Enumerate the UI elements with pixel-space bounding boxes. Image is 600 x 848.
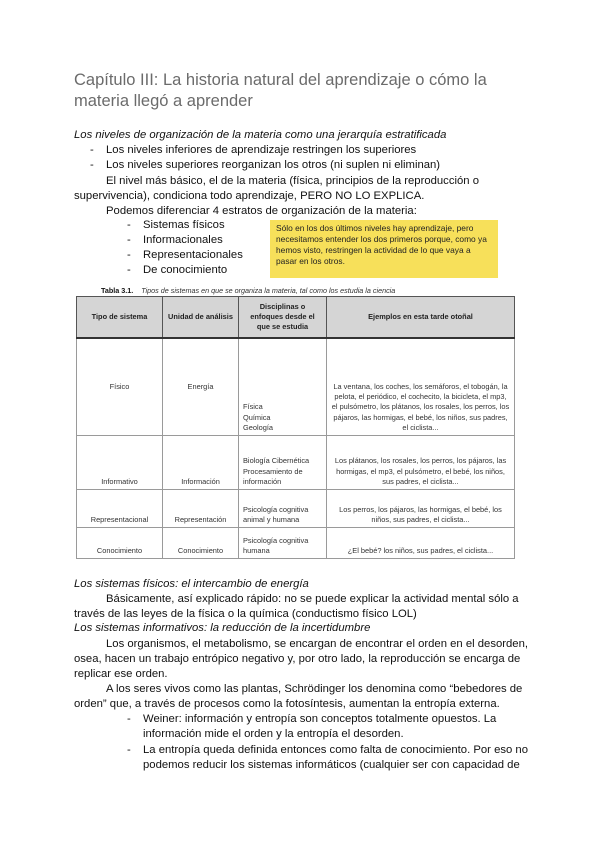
table-header-cell: Ejemplos en esta tarde otoñal [327, 297, 515, 339]
table-header-cell: Unidad de análisis [163, 297, 239, 339]
table-cell-disciplinas [239, 436, 327, 490]
table-cell-disciplinas [239, 490, 327, 528]
strata-item: Representacionales [143, 249, 243, 261]
paragraph-line: orden” que, a través de procesos como la fotosíntesis, aumentan la entropía externa. [74, 698, 500, 710]
table-cell-tipo: Representacional [77, 490, 163, 528]
table-cell-unidad: Conocimiento [163, 528, 239, 559]
table-cell-disciplinas [239, 338, 327, 436]
table-cell-ejemplos: Los perros, los pájaros, las hormigas, el bebé, los niños, sus padres, el ciclista... [327, 490, 515, 528]
strata-item: De conocimiento [143, 264, 228, 276]
table-row [77, 528, 515, 559]
bullet-dash: - [90, 144, 94, 156]
bullet-item-continuation: información mide el orden y la entropía el desorden. [143, 728, 404, 740]
paragraph-line: A los seres vivos como las plantas, Schrödinger los denomina como “bebedores de [106, 683, 523, 695]
bullet-item: La entropía queda definida entonces como falta de conocimiento. Por eso no [143, 744, 528, 756]
table-header-row [77, 297, 515, 339]
paragraph-line: Básicamente, así explicado rápido: no se puede explicar la actividad mental sólo a [106, 593, 519, 605]
table-cell-unidad: Representación [163, 490, 239, 528]
table-cell-tipo: Conocimiento [77, 528, 163, 559]
bullet-dash: - [90, 159, 94, 171]
section-heading-informative: Los sistemas informativos: la reducción de la incertidumbre [74, 622, 371, 634]
table-cell-unidad: Información [163, 436, 239, 490]
table-header-cell: Disciplinas o enfoques desde el que se estudia [239, 297, 327, 339]
discipline-item: Biología Cibernética [243, 456, 310, 466]
table-header-cell: Tipo de sistema [77, 297, 163, 339]
bullet-item: Weiner: información y entropía son conceptos totalmente opuestos. La [143, 713, 497, 725]
chapter-title: Capítulo III: La historia natural del aprendizaje o cómo la materia llegó a aprender [74, 71, 487, 110]
table-cell-unidad: Energía [163, 338, 239, 436]
table-cell-ejemplos: ¿El bebé? los niños, sus padres, el ciclista... [327, 528, 515, 559]
paragraph-line: supervivencia), condiciona todo aprendizaje, PERO NO LO EXPLICA. [74, 190, 425, 202]
section-heading-levels: Los niveles de organización de la materia como una jerarquía estratificada [74, 129, 447, 141]
paragraph-line: El nivel más básico, el de la materia (física, principios de la reproducción o [106, 175, 479, 187]
table-cell-disciplinas [239, 528, 327, 559]
systems-table [76, 296, 515, 559]
bullet-dash: - [127, 744, 131, 756]
paragraph-line: Los organismos, el metabolismo, se encargan de encontrar el orden en el desorden, [106, 638, 529, 650]
discipline-item: Física [243, 402, 263, 412]
discipline-item: Química [243, 412, 271, 422]
paragraph-line: osea, hacen un trabajo entrópico negativo y, por otro lado, la reproducción se encarga de [74, 653, 521, 665]
paragraph-line: replicar ese orden. [74, 668, 168, 680]
discipline-item: Psicología cognitiva animal y humana [243, 504, 309, 524]
table-caption [101, 286, 395, 295]
bullet-item: Los niveles inferiores de aprendizaje restringen los superiores [106, 144, 417, 156]
discipline-item: Procesamiento de información [243, 466, 303, 486]
bullet-dash: - [127, 249, 131, 261]
table-row [77, 490, 515, 528]
strata-item: Informacionales [143, 234, 223, 246]
table-caption-text: Tipos de sistemas en que se organiza la materia, tal como los estudia la ciencia [141, 286, 396, 295]
paragraph-line: través de las leyes de la física o la química (conductismo físico LOL) [74, 608, 417, 620]
table-row [77, 436, 515, 490]
table-cell-tipo: Informativo [77, 436, 163, 490]
table-cell-tipo: Físico [77, 338, 163, 436]
highlight-note: Sólo en los dos últimos niveles hay aprendizaje, pero necesitamos entender los dos primeros porque, como ya hemos visto, restringen la actividad de lo que vaya a pasar en los otros. [270, 220, 498, 278]
bullet-dash: - [127, 264, 131, 276]
section-heading-physical: Los sistemas físicos: el intercambio de energía [74, 578, 309, 590]
table-cell-ejemplos: Los plátanos, los rosales, los perros, los pájaros, las hormigas, el mp3, el pulsómetro, el bebé, los niños, sus padres, el ciclista... [327, 436, 515, 490]
strata-item: Sistemas físicos [143, 219, 225, 231]
bullet-item-continuation: podemos reducir los sistemas informáticos (cualquier ser con capacidad de [143, 759, 520, 771]
bullet-dash: - [127, 219, 131, 231]
bullet-dash: - [127, 713, 131, 725]
bullet-item: Los niveles superiores reorganizan los otros (ni suplen ni eliminan) [106, 159, 441, 171]
paragraph-line: Podemos diferenciar 4 estratos de organización de la materia: [106, 205, 417, 217]
table-cell-ejemplos: La ventana, los coches, los semáforos, el tobogán, la pelota, el periódico, el cochecito, la bicicleta, el mp3, el pulsómetro, los plátanos, los rosales, los perros, los pájaros, las hormigas, el bebé, los niños, sus padres, el ciclista... [327, 338, 515, 436]
discipline-item: Psicología cognitiva humana [243, 535, 309, 555]
bullet-dash: - [127, 234, 131, 246]
discipline-item: Geología [243, 422, 273, 432]
table-caption-label: Tabla 3.1. [101, 286, 134, 295]
table-row [77, 338, 515, 436]
